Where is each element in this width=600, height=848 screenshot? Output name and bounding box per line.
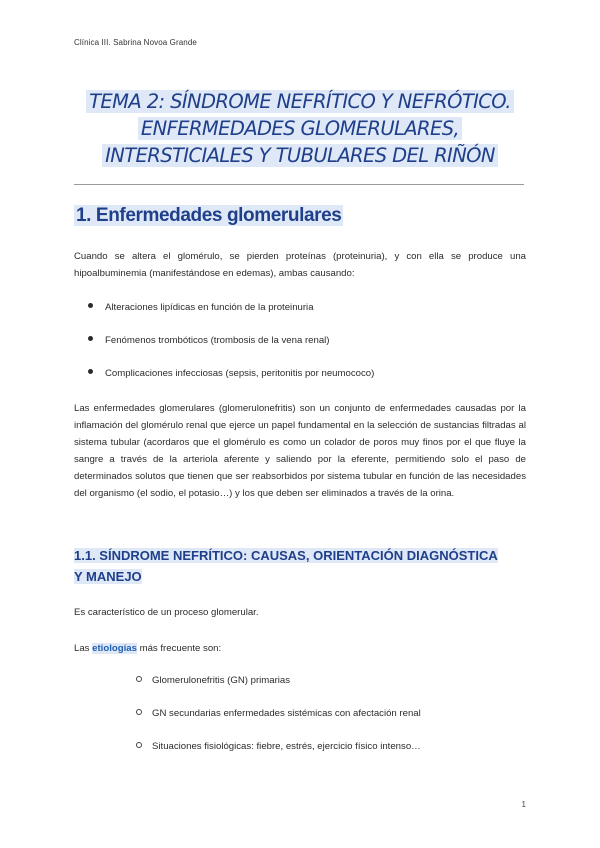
section-1-1-p1: Es característico de un proceso glomerular. (74, 607, 259, 618)
list-item-text: Glomerulonefritis (GN) primarias (152, 675, 291, 686)
list-item (88, 368, 374, 379)
document-title (60, 88, 540, 169)
list-item-text: GN secundarias enfermedades sistémicas con afectación renal (152, 708, 421, 719)
section-1-heading-text: 1. Enfermedades glomerulares (76, 205, 342, 226)
bullet-icon (88, 336, 93, 341)
section-1-body: Las enfermedades glomerulares (glomerulonefritis) son un conjunto de enfermedades causadas por la inflamación del glomérulo renal que ejerce un papel fundamental en la selección de sustancias filtradas al sistema tubular (acordaros que el glomérulo es como un colador de poros muy finos por el que fluye la sangre a través de la arteriola aferente y saliendo por la eferente, permitiendo solo el paso de determinados solutos que tienen que ser reabsorbidos por sistema tubular en función de las necesidades del organismo (el sodio, el potasio…) y los que deben ser eliminados a través de la orina. (74, 403, 526, 499)
list-item-text: Fenómenos trombóticos (trombosis de la vena renal) (105, 335, 330, 346)
list-item (136, 675, 290, 686)
list-item-text: Complicaciones infecciosas (sepsis, peritonitis por neumococo) (105, 368, 375, 379)
section-1-1-heading-line-2: Y MANEJO (74, 569, 142, 584)
list-item (136, 741, 421, 752)
title-line-3: INTERSTICIALES Y TUBULARES DEL RIÑÓN (102, 144, 498, 167)
title-line-2: ENFERMEDADES GLOMERULARES, (138, 117, 462, 140)
circle-bullet-icon (136, 742, 142, 748)
bullet-icon (88, 303, 93, 308)
list-item (136, 708, 421, 719)
document-header: Clínica III. Sabrina Novoa Grande (74, 38, 197, 47)
list-item-text: Alteraciones lipídicas en función de la proteinuria (105, 302, 314, 313)
title-line-1: TEMA 2: SÍNDROME NEFRÍTICO Y NEFRÓTICO. (86, 90, 514, 113)
section-1-1-heading-line-1: 1.1. SÍNDROME NEFRÍTICO: CAUSAS, ORIENTACIÓN DIAGNÓSTICA (74, 548, 498, 563)
bullet-icon (88, 369, 93, 374)
p2-prefix: Las (74, 643, 93, 654)
list-item (88, 335, 330, 346)
title-divider (74, 184, 524, 185)
etiologias-link[interactable]: etiologías (92, 643, 137, 654)
circle-bullet-icon (136, 709, 142, 715)
section-1-intro: Cuando se altera el glomérulo, se pierden proteínas (proteinuria), y con ella se produce una hipoalbuminemia (manifestándose en edemas), ambas causando: (74, 251, 526, 279)
section-1-1-heading (74, 545, 534, 587)
p2-suffix: más frecuente son: (136, 643, 222, 654)
section-1-heading (74, 205, 343, 227)
page-number: 1 (521, 800, 526, 809)
circle-bullet-icon (136, 676, 142, 682)
list-item-text: Situaciones fisiológicas: fiebre, estrés, ejercicio físico intenso… (152, 741, 421, 752)
list-item (88, 302, 314, 313)
section-1-1-p2 (74, 640, 526, 657)
